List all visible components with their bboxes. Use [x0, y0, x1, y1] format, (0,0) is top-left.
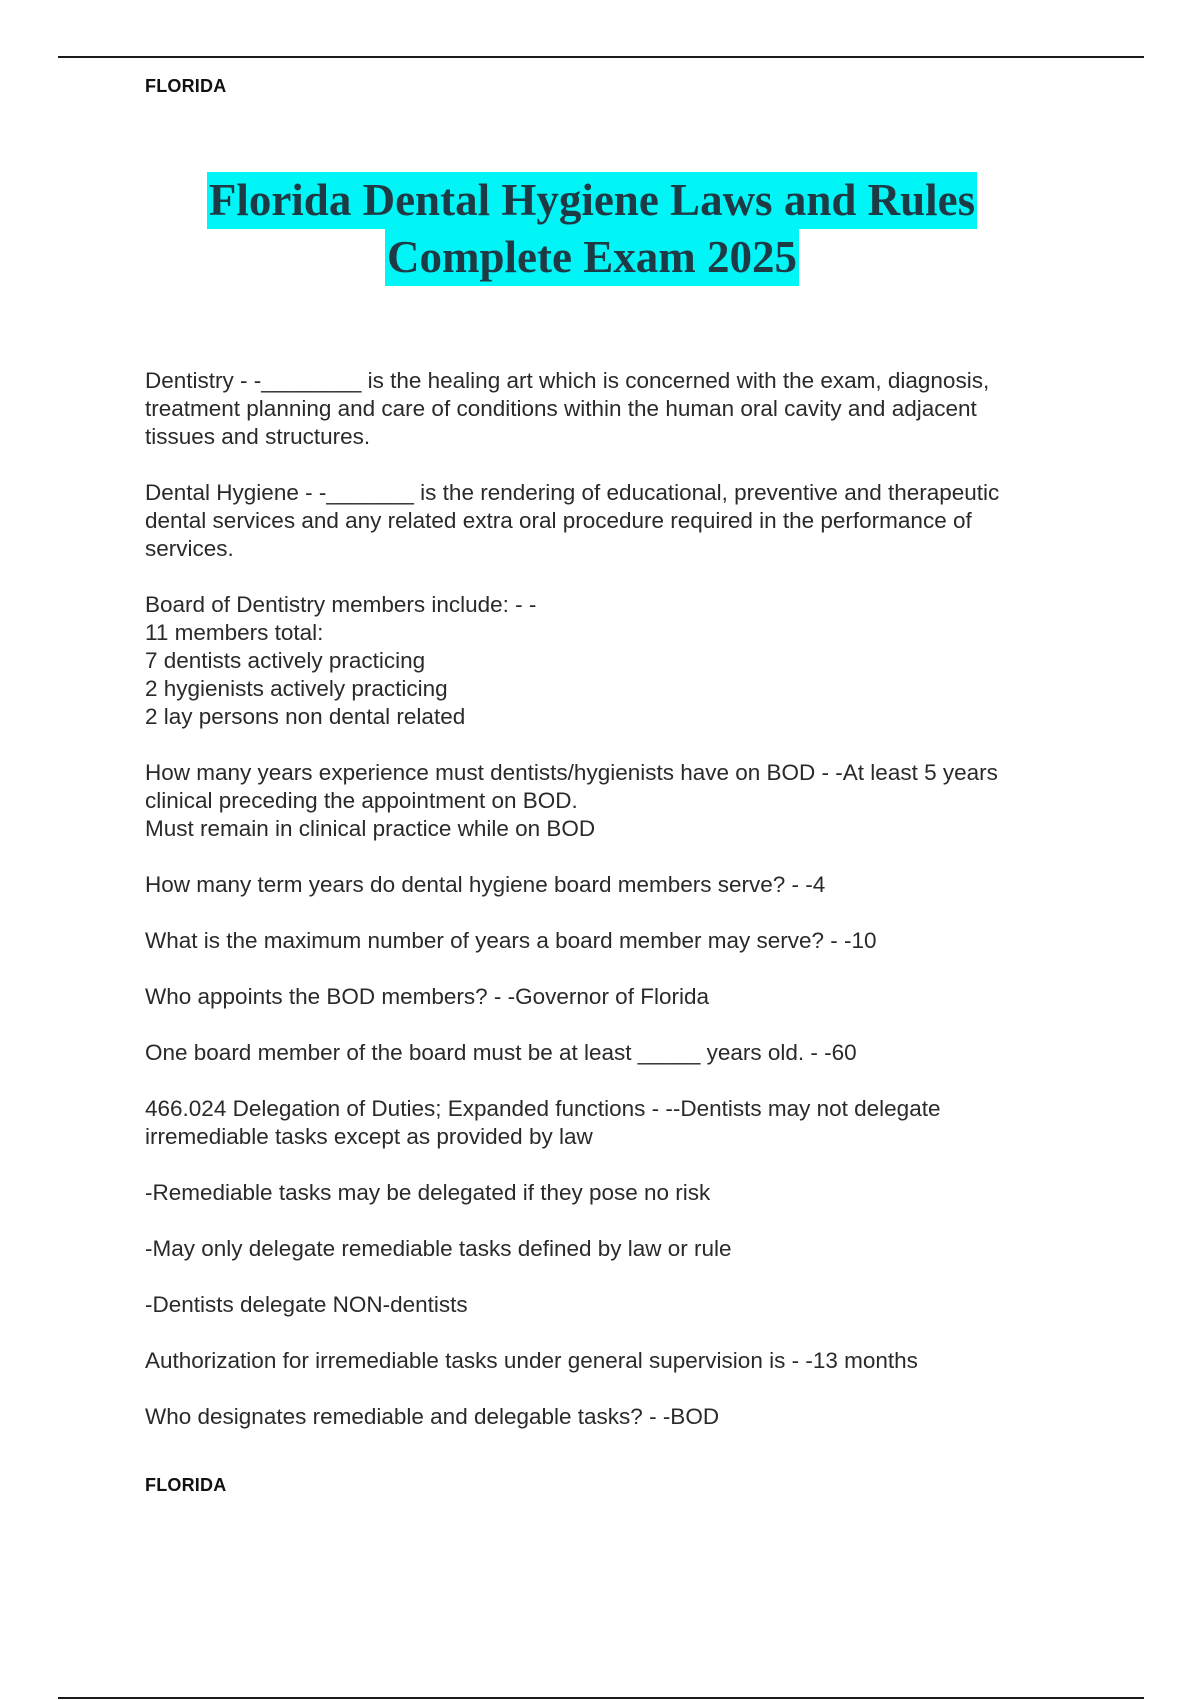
- qa-item: [145, 1235, 1085, 1263]
- qa-item: [145, 591, 1085, 731]
- qa-line: dental services and any related extra oral procedure required in the performance of: [145, 508, 972, 533]
- footer-label: FLORIDA: [145, 1475, 227, 1495]
- qa-line: Who appoints the BOD members? - -Governor of Florida: [145, 984, 709, 1009]
- qa-line: irremediable tasks except as provided by law: [145, 1124, 593, 1149]
- qa-line: -Remediable tasks may be delegated if they pose no risk: [145, 1180, 711, 1205]
- qa-item: [145, 1039, 1085, 1067]
- bottom-rule: [58, 1697, 1144, 1699]
- qa-line: -May only delegate remediable tasks defined by law or rule: [145, 1236, 732, 1261]
- qa-line: tissues and structures.: [145, 424, 371, 449]
- header-label: FLORIDA: [145, 76, 227, 96]
- qa-item: [145, 1347, 1085, 1375]
- qa-line: 2 lay persons non dental related: [145, 704, 466, 729]
- qa-line: Must remain in clinical practice while on BOD: [145, 816, 596, 841]
- qa-line: Who designates remediable and delegable tasks? - -BOD: [145, 1404, 720, 1429]
- document-title: [0, 172, 1184, 286]
- qa-line: What is the maximum number of years a board member may serve? - -10: [145, 928, 877, 953]
- qa-line: Board of Dentistry members include: - -: [145, 592, 537, 617]
- qa-line: services.: [145, 536, 234, 561]
- qa-list: [145, 367, 1085, 1459]
- qa-line: How many years experience must dentists/hygienists have on BOD - -At least 5 years: [145, 760, 998, 785]
- qa-line: Dental Hygiene - -_______ is the rendering of educational, preventive and therapeutic: [145, 480, 1000, 505]
- qa-line: treatment planning and care of conditions within the human oral cavity and adjacent: [145, 396, 977, 421]
- qa-line: One board member of the board must be at least _____ years old. - -60: [145, 1040, 857, 1065]
- qa-line: 11 members total:: [145, 620, 324, 645]
- title-line-2: Complete Exam 2025: [385, 229, 799, 286]
- qa-item: [145, 871, 1085, 899]
- qa-line: clinical preceding the appointment on BOD.: [145, 788, 578, 813]
- qa-line: -Dentists delegate NON-dentists: [145, 1292, 468, 1317]
- qa-line: How many term years do dental hygiene board members serve? - -4: [145, 872, 826, 897]
- qa-line: 7 dentists actively practicing: [145, 648, 426, 673]
- qa-item: [145, 1403, 1085, 1431]
- qa-item: [145, 1179, 1085, 1207]
- qa-item: [145, 927, 1085, 955]
- qa-line: Authorization for irremediable tasks under general supervision is - -13 months: [145, 1348, 918, 1373]
- qa-item: [145, 983, 1085, 1011]
- qa-item: [145, 759, 1085, 843]
- qa-item: [145, 367, 1085, 451]
- top-rule: [58, 56, 1144, 58]
- qa-line: Dentistry - -________ is the healing art which is concerned with the exam, diagnosis,: [145, 368, 990, 393]
- qa-item: [145, 1095, 1085, 1151]
- qa-line: 2 hygienists actively practicing: [145, 676, 448, 701]
- qa-item: [145, 1291, 1085, 1319]
- title-line-1: Florida Dental Hygiene Laws and Rules: [207, 172, 977, 229]
- qa-line: 466.024 Delegation of Duties; Expanded functions - --Dentists may not delegate: [145, 1096, 941, 1121]
- qa-item: [145, 479, 1085, 563]
